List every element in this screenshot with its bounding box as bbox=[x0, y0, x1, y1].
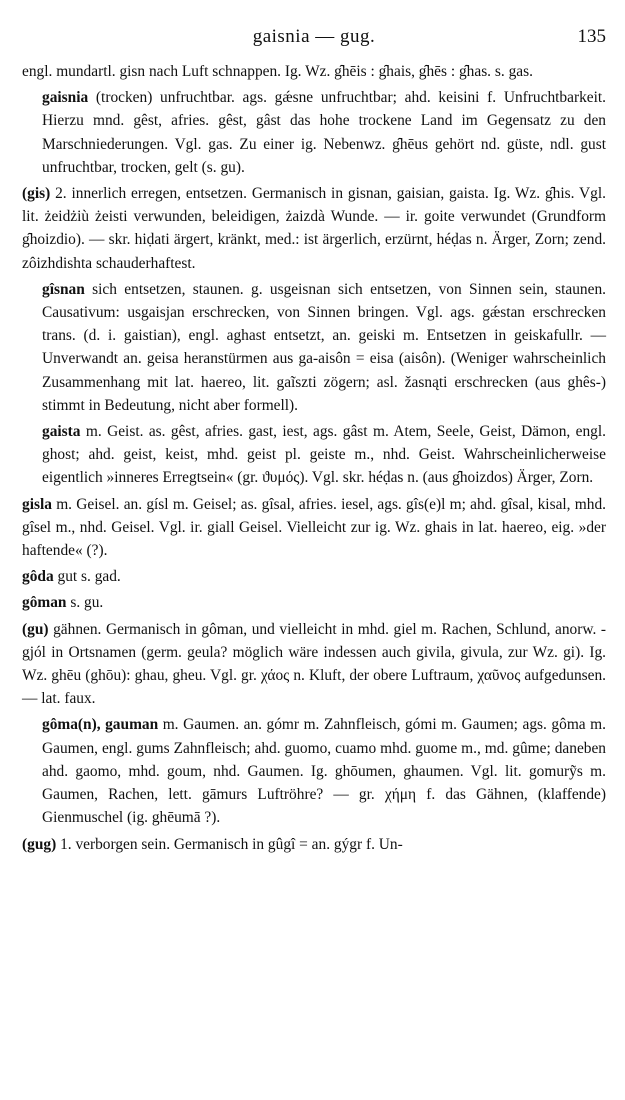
entry-text: 2. innerlich erregen, entsetzen. Germanisch in gisnan, gaisian, gaista. Ig. Wz. g̑his. Vgl. lit. żeidżiù żeisti verwunden, beleidigen, żaizdà Wunde. — ir. goite verwundet (Grundform g̑hoizdio). — skr. hiḍati ärgert, kränkt, med.: ist ärgerlich, erzürnt, héḍas n. Ärger, Zorn; zend. zôizhdishta schauderhaftest. bbox=[22, 185, 606, 272]
entry-text: (trocken) unfruchtbar. ags. gǽsne unfruchtbar; ahd. keisini f. Unfruchtbarkeit. Hierzu mnd. gêst, afries. gêst, gâst das hohe trockene Land im Gegensatz zu den Marschniederungen. Vgl. gas. Zu einer ig. Nebenwz. g̑hēus gehört nd. güste, ndl. gust unfruchtbar, trocken, gelt (s. gu). bbox=[42, 89, 607, 176]
entry-gisla bbox=[22, 493, 606, 563]
entry-headword: (gu) bbox=[22, 620, 49, 638]
page-header bbox=[22, 24, 606, 54]
page-number: 135 bbox=[577, 26, 606, 47]
entry-gis bbox=[22, 182, 606, 275]
entry-headword: gaista bbox=[42, 423, 81, 441]
entry-text: gut s. gad. bbox=[57, 568, 121, 586]
entry-text: s. gu. bbox=[70, 594, 104, 612]
dictionary-page bbox=[22, 24, 606, 859]
entry-headword: gôman bbox=[22, 594, 67, 612]
entry-headword: (gug) bbox=[22, 835, 57, 853]
entry-gug bbox=[22, 833, 606, 856]
entry-gaista bbox=[22, 420, 606, 490]
entry-headword: gôda bbox=[22, 568, 54, 586]
entry-gaisnia bbox=[22, 86, 606, 179]
entry-text: gähnen. Germanisch in gôman, und vielleicht in mhd. giel m. Rachen, Schlund, anorw. -gjól in Ortsnamen (germ. geula? möglich wäre indessen auch givila, givula, zur Wz. gi). Ig. Wz. ghēu (ghōu): ghau, gheu. Vgl. gr. χάος n. Kluft, der obere Luftraum, χαῦνος aufgedunsen. — lat. faux. bbox=[22, 620, 606, 708]
entry-continuation bbox=[22, 60, 606, 83]
entry-text: 1. verborgen sein. Germanisch in gûgî = an. gýgr f. Un- bbox=[60, 835, 403, 853]
entry-goman bbox=[22, 591, 606, 614]
entry-headword: gôma(n), gauman bbox=[42, 716, 159, 734]
entry-gu bbox=[22, 618, 606, 711]
entry-text: m. Gaumen. an. gómr m. Zahnfleisch, gómi m. Gaumen; ags. gôma m. Gaumen, engl. gums Zahnfleisch; ahd. guomo, cuamo mhd. guome m., md. gûme; daneben ahd. gaomo, mhd. goum, nhd. Gaumen. Ig. ghōumen, ghaumen. Vgl. lit. gomurỹs m. Gaumen, Rachen, lett. gāmurs Luftröhre? — gr. χήμη f. das Gähnen, (klaffende) Gienmuschel (ig. ghēumā ?). bbox=[42, 716, 606, 827]
entry-headword: gîsnan bbox=[42, 280, 85, 298]
entry-text: m. Geist. as. gêst, afries. gast, iest, ags. gâst m. Atem, Seele, Geist, Dämon, engl. ghost; ahd. geist, keist, mhd. geist pl. geiste m., nhd. Geist. Wahrscheinlicherweise eigentlich »inneres Erregtsein« (gr. ϑυμός). Vgl. skr. héḍas n. (aus g̑hoizdos) Ärger, Zorn. bbox=[42, 423, 606, 487]
entry-headword: (gis) bbox=[22, 185, 51, 203]
entry-goman-gauman bbox=[22, 713, 606, 829]
entry-gisnan bbox=[22, 278, 606, 417]
running-head: gaisnia — gug. bbox=[252, 26, 376, 47]
entry-text: sich entsetzen, staunen. g. usgeisnan sich entsetzen, von Sinnen sein, staunen. Causativum: usgaisjan erschrecken, von Sinnen bringen. Vgl. ags. gǽstan erschrecken trans. (d. i. gaistian), engl. aghast entsetzt, an. geiski m. Entsetzen in geiskafullr. — Unverwandt an. geisa heranstürmen aus ga-aisôn = eisa (aisôn). (Weniger wahrscheinlich Zusammenhang mit lat. haereo, lit. gaĩszti zögern; asl. žasnąti erschrecken (aus ghês-) stimmt in Bedeutung, nicht aber formell). bbox=[42, 280, 606, 414]
entry-text: engl. mundartl. gisn nach Luft schnappen. Ig. Wz. g̑hēis : g̑hais, g̑hēs : g̑has. s. gas. bbox=[22, 63, 533, 80]
entry-headword: gaisnia bbox=[42, 89, 89, 107]
entry-goda bbox=[22, 565, 606, 588]
entry-text: m. Geisel. an. gísl m. Geisel; as. gîsal, afries. iesel, ags. gîs(e)l m; ahd. gîsal, kisal, mhd. gîsel m., nhd. Geisel. Vgl. ir. giall Geisel. Vielleicht zur ig. Wz. ghais in lat. haereo, eig. »der haftende« (?). bbox=[22, 495, 606, 560]
entry-headword: gisla bbox=[22, 495, 52, 513]
